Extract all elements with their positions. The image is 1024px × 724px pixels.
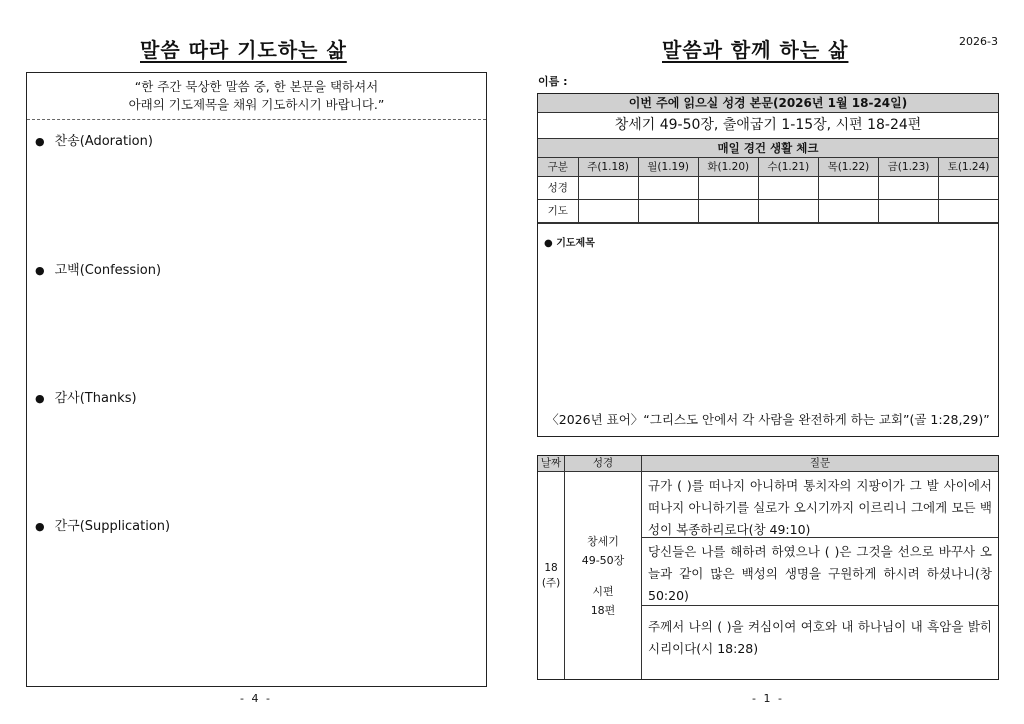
bullet-icon: ● [35,264,45,277]
section-label: 찬송(Adoration) [54,134,153,149]
col-book-header: 성경 [565,456,642,471]
right-page-number: - 1 - [752,692,784,705]
bullet-icon: ● [35,135,45,148]
left-page-title: 말씀 따라 기도하는 삶 [140,38,347,62]
book-cell [565,472,642,679]
col-date-header: 날짜 [538,456,565,471]
check-title: 매일 경건 생활 체크 [538,139,998,158]
check-cell[interactable] [818,199,878,222]
question-2: 당신들은 나를 해하려 하였으나 ( )은 그것을 선으로 바꾸사 오늘과 같이 많은 백성의 생명을 구원하게 하시려 하셨나니(창 50:20) [642,538,998,606]
section-label: 고백(Confession) [54,263,162,278]
bullet-icon: ● [35,520,45,533]
check-cell[interactable] [698,199,758,222]
table-header-cell: 금(1.23) [878,158,938,176]
section-label: 간구(Supplication) [54,519,171,534]
check-cell[interactable] [698,176,758,199]
bullet-icon: ● [544,237,557,249]
daily-check-table [538,158,998,223]
check-cell[interactable] [878,176,938,199]
schedule-header: 이번 주에 읽으실 성경 본문(2026년 1월 18-24일) [538,94,998,113]
table-header-cell: 주(1.18) [578,158,638,176]
instruction-line-1: “한 주간 묵상한 말씀 중, 한 본문을 택하셔서 [134,79,379,94]
table-row [538,176,998,199]
col-question-header: 질문 [809,457,831,469]
row-label: 기도 [538,199,578,222]
table-header-cell: 수(1.21) [758,158,818,176]
prayer-label-text: 기도제목 [556,237,595,249]
table-header-cell: 구분 [538,158,578,176]
check-cell[interactable] [758,199,818,222]
prayer-worksheet [26,72,487,687]
question-row [538,472,998,679]
check-cell[interactable] [578,176,638,199]
check-cell[interactable] [758,176,818,199]
section-label: 감사(Thanks) [54,391,137,406]
date-day: 18 [544,561,558,574]
weekly-verses: 창세기 49-50장, 출애굽기 1-15장, 시편 18-24편 [538,113,998,139]
issue-code: 2026-3 [959,35,998,48]
table-header-cell: 목(1.22) [818,158,878,176]
instruction-box [27,73,486,120]
check-cell[interactable] [878,199,938,222]
section-adoration [35,130,153,149]
book-name: 창세기 [587,534,619,548]
table-header-cell: 화(1.20) [698,158,758,176]
table-header-cell: 토(1.24) [939,158,998,176]
check-cell[interactable] [578,199,638,222]
check-cell[interactable] [818,176,878,199]
section-confession [35,259,161,278]
table-header-cell: 월(1.19) [638,158,698,176]
book-name: 시편 [592,584,614,598]
check-cell[interactable] [939,176,998,199]
table-row [538,199,998,222]
reading-schedule [537,93,999,437]
check-cell[interactable] [638,176,698,199]
questions-cell [642,472,998,679]
prayer-requests-area[interactable] [538,223,998,436]
date-weekday: (주) [541,576,561,589]
bullet-icon: ● [35,392,45,405]
question-3: 주께서 나의 ( )을 켜심이여 여호와 내 하나님이 내 흑암을 밝히시리이다(시 18:28) [648,619,992,656]
section-supplication [35,515,170,534]
book-chapters: 49-50장 [581,553,625,567]
book-chapters: 18편 [590,603,616,617]
question-1: 규가 ( )를 떠나지 아니하며 통치자의 지팡이가 그 발 사이에서 떠나지 아니하기를 실로가 오시기까지 이르리니 그에게 모든 백성이 복종하리로다(창 49:10) [642,472,998,538]
instruction-line-2: 아래의 기도제목을 채워 기도하시기 바랍니다.” [128,97,385,112]
check-cell[interactable] [939,199,998,222]
table-header-row [538,158,998,176]
prayer-label [544,234,595,249]
question-table [537,455,999,680]
date-cell [538,472,565,679]
name-label: 이름 : [538,75,568,88]
check-cell[interactable] [638,199,698,222]
row-label: 성경 [538,176,578,199]
right-page-title: 말씀과 함께 하는 삶 [662,38,849,62]
left-page-number: - 4 - [240,692,272,705]
question-table-header [538,456,998,472]
section-thanks [35,387,137,406]
yearly-motto: 〈2026년 표어〉“그리스도 안에서 각 사람을 완전하게 하는 교회”(골 1:28,29)” [546,411,990,427]
